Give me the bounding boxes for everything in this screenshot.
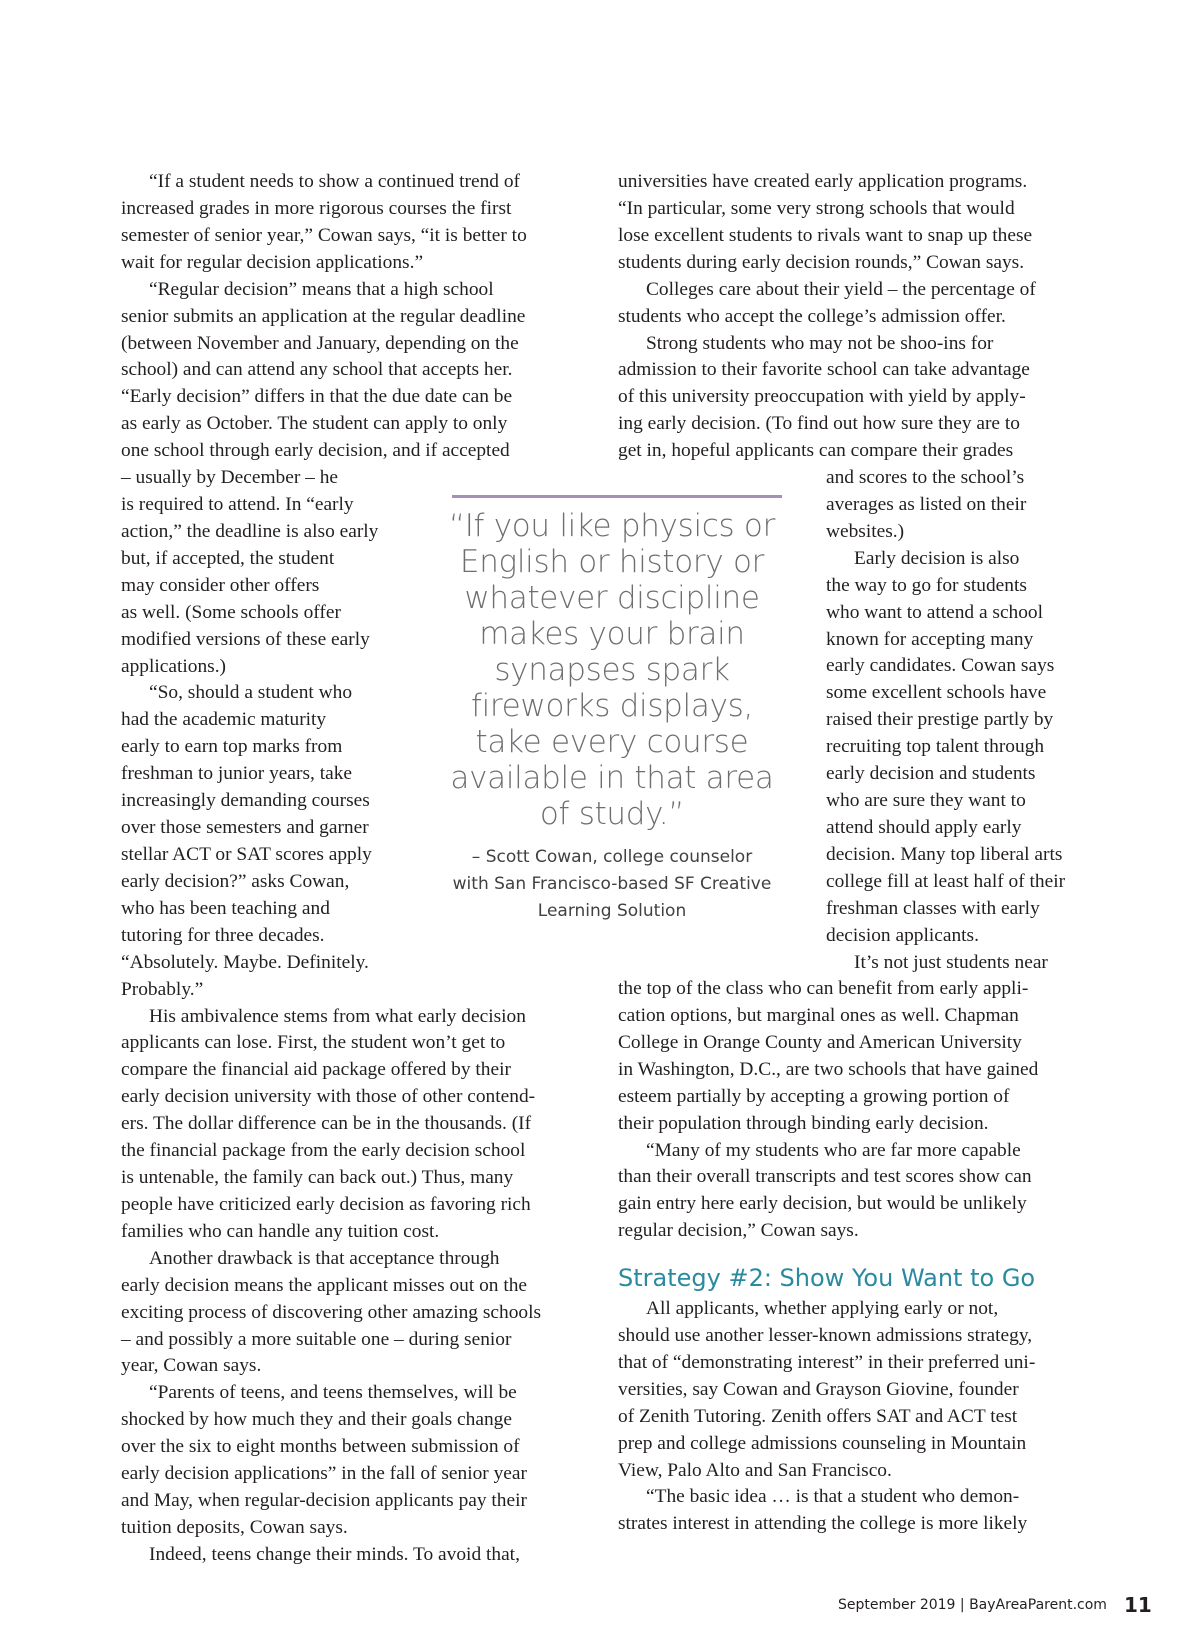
body-text-line: strates interest in attending the college is more likely <box>618 1513 1028 1535</box>
body-text-line: Early decision is also <box>854 547 1020 569</box>
body-text-line: is required to attend. In “early <box>121 494 354 516</box>
pull-quote-line: fireworks displays, <box>470 688 754 724</box>
body-text-line: freshman classes with early <box>826 897 1040 919</box>
body-text-line: ers. The dollar difference can be in the thousands. (If <box>121 1113 532 1135</box>
body-text-line: Strong students who may not be shoo-ins for <box>646 332 994 354</box>
body-text-line: Probably.” <box>121 978 204 1000</box>
body-text-line: as well. (Some schools offer <box>121 601 341 623</box>
body-text-line: Colleges care about their yield – the percentage of <box>646 278 1036 300</box>
body-text-line: attend should apply early <box>826 816 1022 838</box>
body-text-line: raised their prestige partly by <box>826 709 1054 731</box>
body-text-line: early decision means the applicant misses out on the <box>121 1274 528 1296</box>
body-text-line: action,” the deadline is also early <box>121 520 379 542</box>
body-text-line: “So, should a student who <box>149 682 353 704</box>
body-text-line: some excellent schools have <box>826 682 1047 704</box>
body-text-line: regular decision,” Cowan says. <box>618 1220 859 1242</box>
body-text-line: shocked by how much they and their goals change <box>121 1409 512 1431</box>
body-text-line: in Washington, D.C., are two schools that have gained <box>618 1058 1039 1080</box>
body-text-line: – and possibly a more suitable one – during senior <box>121 1328 512 1350</box>
body-text-line: known for accepting many <box>826 628 1034 650</box>
body-text-line: semester of senior year,” Cowan says, “it is better to <box>121 224 527 246</box>
body-text-line: websites.) <box>826 520 905 542</box>
body-text-line: wait for regular decision applications.” <box>121 251 424 273</box>
footer-text: September 2019 | BayAreaParent.com <box>838 1597 1107 1613</box>
pull-quote-rule <box>452 495 782 498</box>
body-text-line: “Absolutely. Maybe. Definitely. <box>121 951 369 973</box>
body-text-line: who has been teaching and <box>121 897 330 919</box>
pull-quote-line: whatever discipline <box>464 580 760 616</box>
body-text-line: lose excellent students to rivals want to snap up these <box>618 224 1033 246</box>
body-text-line: early decision and students <box>826 763 1036 785</box>
body-text-line: and scores to the school’s <box>826 467 1025 488</box>
body-text-line: “Parents of teens, and teens themselves, will be <box>149 1382 517 1404</box>
body-text-line: people have criticized early decision as favoring rich <box>121 1193 531 1215</box>
body-text-line: His ambivalence stems from what early decision <box>149 1005 526 1027</box>
body-text-line: “Early decision” differs in that the due date can be <box>121 386 513 408</box>
body-text-line: get in, hopeful applicants can compare their grades <box>618 440 1014 462</box>
pull-quote-line: English or history or <box>459 544 765 580</box>
body-text-line: of this university preoccupation with yield by apply- <box>618 386 1026 408</box>
pull-quote-attribution: with San Francisco-based SF Creative <box>452 874 772 894</box>
body-text-line: than their overall transcripts and test scores show can <box>618 1166 1032 1188</box>
body-text-line: Indeed, teens change their minds. To avoid that, <box>149 1543 520 1565</box>
body-text-line: gain entry here early decision, but would be unlikely <box>618 1193 1027 1215</box>
body-text-line: may consider other offers <box>121 574 320 596</box>
body-text-line: students during early decision rounds,” Cowan says. <box>618 251 1025 273</box>
body-text-line: ing early decision. (To find out how sure they are to <box>618 413 1020 435</box>
body-text-line: that of “demonstrating interest” in their preferred uni- <box>618 1351 1036 1373</box>
body-text-line: who are sure they want to <box>826 790 1026 812</box>
body-text-line: View, Palo Alto and San Francisco. <box>618 1459 892 1481</box>
body-text-line: is untenable, the family can back out.) Thus, many <box>121 1167 514 1189</box>
body-text-line: prep and college admissions counseling in Mountain <box>618 1432 1027 1454</box>
body-text-line: early decision applications” in the fall of senior year <box>121 1463 527 1485</box>
body-text-line: All applicants, whether applying early or not, <box>646 1298 999 1319</box>
body-text-line: senior submits an application at the regular deadline <box>121 305 526 327</box>
strategy-heading: Strategy #2: Show You Want to Go <box>618 1264 1036 1292</box>
body-text-line: “Many of my students who are far more capable <box>646 1139 1021 1161</box>
body-text-line: of Zenith Tutoring. Zenith offers SAT and ACT test <box>618 1405 1018 1427</box>
pull-quote-line: of study.” <box>539 796 685 832</box>
body-text-line: averages as listed on their <box>826 493 1027 515</box>
body-text-line: increasingly demanding courses <box>121 790 370 812</box>
body-text-line: over the six to eight months between submission of <box>121 1436 520 1458</box>
body-text-line: early decision?” asks Cowan, <box>121 870 350 892</box>
body-text-line: families who can handle any tuition cost. <box>121 1220 440 1242</box>
body-text-line: exciting process of discovering other amazing schools <box>121 1301 542 1323</box>
body-text-line: tutoring for three decades. <box>121 924 325 946</box>
body-text-line: one school through early decision, and if accepted <box>121 440 510 462</box>
body-text-line: decision applicants. <box>826 924 979 946</box>
body-text-line: school) and can attend any school that accepts her. <box>121 359 513 381</box>
pull-quote-attribution: – Scott Cowan, college counselor <box>471 847 753 867</box>
body-text-line: esteem partially by accepting a growing portion of <box>618 1085 1010 1107</box>
pull-quote-line: “If you like physics or <box>448 508 776 544</box>
body-text-line: early decision university with those of other contend- <box>121 1086 536 1108</box>
body-text-line: students who accept the college’s admission offer. <box>618 305 1006 327</box>
body-text-line: decision. Many top liberal arts <box>826 843 1063 865</box>
page-number: 11 <box>1124 1593 1152 1617</box>
body-text-line: early to earn top marks from <box>121 736 343 758</box>
body-text-line: compare the financial aid package offered by their <box>121 1059 511 1081</box>
body-text-line: applications.) <box>121 655 227 677</box>
body-text-line: should use another lesser-known admissions strategy, <box>618 1324 1033 1346</box>
body-text-line: had the academic maturity <box>121 709 327 731</box>
pull-quote-line: synapses spark <box>494 652 730 688</box>
body-text-line: modified versions of these early <box>121 628 370 650</box>
body-text-line: recruiting top talent through <box>826 736 1045 758</box>
body-text-line: College in Orange County and American University <box>618 1031 1022 1053</box>
body-text-line: “Regular decision” means that a high school <box>149 278 494 300</box>
body-text-line: – usually by December – he <box>121 467 338 489</box>
body-text-line: year, Cowan says. <box>121 1355 262 1377</box>
pull-quote-line: available in that area <box>450 760 774 796</box>
body-text-line: the financial package from the early decision school <box>121 1140 526 1162</box>
body-text-line: their population through binding early decision. <box>618 1112 989 1134</box>
body-text-line: tuition deposits, Cowan says. <box>121 1517 348 1538</box>
body-text-line: applicants can lose. First, the student won’t get to <box>121 1032 506 1054</box>
body-text-line: freshman to junior years, take <box>121 763 352 785</box>
body-text-line: versities, say Cowan and Grayson Giovine, founder <box>618 1378 1019 1400</box>
body-text-line: admission to their favorite school can take advantage <box>618 359 1030 381</box>
body-text-line: “If a student needs to show a continued trend of <box>149 171 521 192</box>
pull-quote-attribution: Learning Solution <box>537 901 687 921</box>
pull-quote-line: take every course <box>475 724 749 760</box>
body-text-line: It’s not just students near <box>854 951 1048 973</box>
body-text-line: the top of the class who can benefit from early appli- <box>618 978 1029 999</box>
body-text-line: “The basic idea … is that a student who demon- <box>646 1486 1020 1508</box>
body-text-line: early candidates. Cowan says <box>826 655 1055 677</box>
body-text-line: “In particular, some very strong schools that would <box>618 197 1015 219</box>
body-text-line: over those semesters and garner <box>121 817 369 839</box>
body-text-line: and May, when regular-decision applicants pay their <box>121 1490 527 1512</box>
body-text-line: stellar ACT or SAT scores apply <box>121 844 372 865</box>
body-text-line: but, if accepted, the student <box>121 547 335 569</box>
body-text-line: the way to go for students <box>826 574 1027 596</box>
body-text-line: who want to attend a school <box>826 601 1044 623</box>
body-text-line: universities have created early application programs. <box>618 171 1028 192</box>
pull-quote-line: makes your brain <box>479 616 745 652</box>
body-text-line: increased grades in more rigorous courses the first <box>121 197 512 219</box>
body-text-line: as early as October. The student can apply to only <box>121 413 508 435</box>
body-text-line: college fill at least half of their <box>826 870 1066 892</box>
body-text-line: cation options, but marginal ones as well. Chapman <box>618 1004 1019 1026</box>
body-text-line: Another drawback is that acceptance through <box>149 1247 500 1269</box>
body-text-line: (between November and January, depending on the <box>121 332 519 354</box>
